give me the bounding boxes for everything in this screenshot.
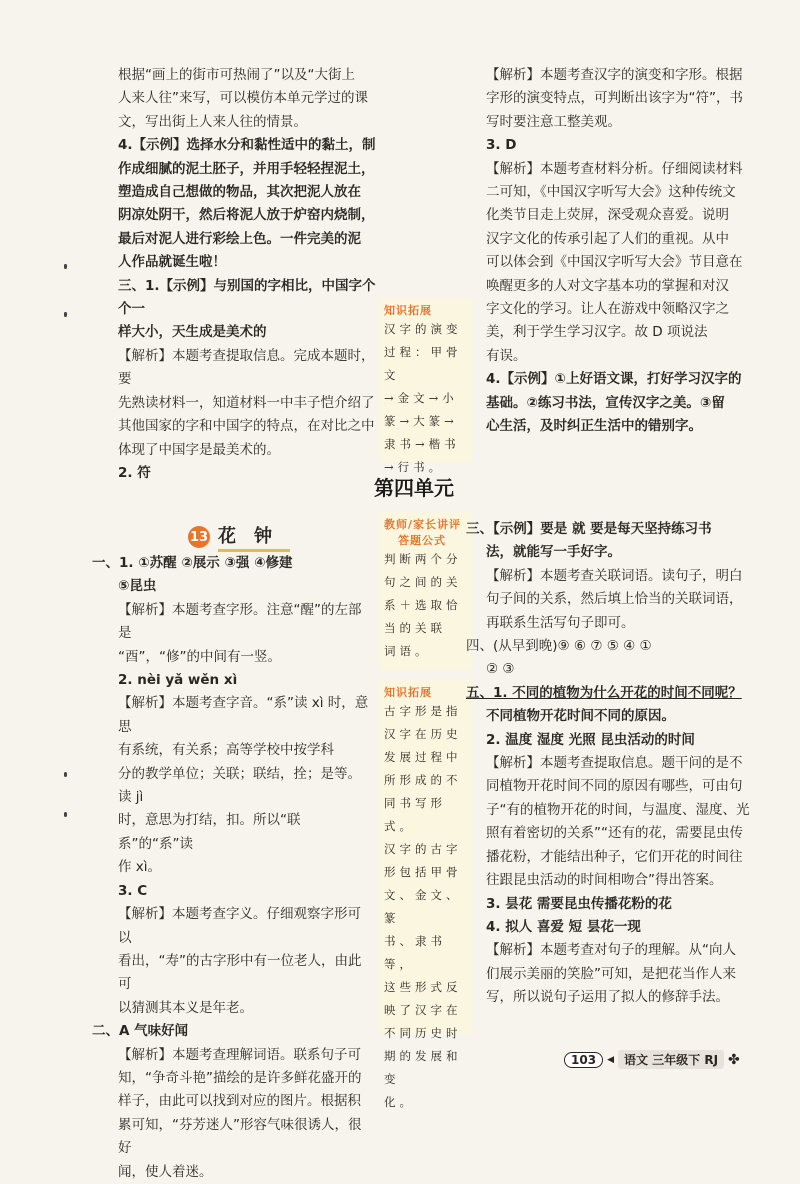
text-line: 字文化的学习。让人在游戏中领略汉字之 xyxy=(486,301,729,318)
left-upper-column xyxy=(118,64,376,485)
answer-line: 3. D xyxy=(486,137,517,154)
text-line: 阴凉处阴干，然后将泥人放于炉窑内烧制， xyxy=(118,207,375,224)
text-line: 人来人往”来写，可以模仿本单元学过的课 xyxy=(118,90,368,107)
lesson-heading xyxy=(188,522,290,552)
sidebar-line: 汉字的演变 xyxy=(384,322,462,336)
margin-mark xyxy=(64,264,67,269)
text-line: 样大小，天生成是美术的 xyxy=(118,324,267,341)
text-line: 【解析】本题考查字形。注意“醒”的左部是 xyxy=(118,601,362,642)
margin-mark xyxy=(64,772,67,777)
sidebar-line: 发展过程中 xyxy=(384,750,462,764)
page-number: 103 xyxy=(564,1052,603,1068)
page-footer xyxy=(564,1050,740,1069)
text-line: 2. 温度 湿度 光照 昆虫活动的时间 xyxy=(486,731,695,748)
text-line: 往跟昆虫活动的时间相吻合”得出答案。 xyxy=(486,872,723,889)
text-line: 看出，“寿”的古字形中有一位老人，由此可 xyxy=(118,952,362,993)
text-line: 【解析】本题考查理解词语。联系句子可 xyxy=(118,1046,361,1063)
text-line: 作 xì。 xyxy=(118,859,162,876)
sidebar-text xyxy=(384,700,466,1114)
text-line: 一、1. ①苏醒 ②展示 ③强 ④修建 xyxy=(92,555,293,571)
text-line: 作成细腻的泥土胚子，并用手轻轻捏泥土， xyxy=(118,160,375,177)
sidebar-line: 句之间的关 xyxy=(384,575,462,589)
sidebar-line: 隶书→楷书 xyxy=(384,437,460,451)
sidebar-line: 过程：甲骨文 xyxy=(384,345,462,382)
text-line: 以猜测其本义是年老。 xyxy=(118,999,253,1016)
text-line: 其他国家的字和中国字的特点，在对比之中 xyxy=(118,418,375,435)
sidebar-line: 同书写形式。 xyxy=(384,796,446,833)
text-line: 【解析】本题考查提取信息。题干问的是不 xyxy=(486,755,743,772)
sidebar-line: 汉字在历史 xyxy=(384,727,462,741)
text-line: 3. C xyxy=(118,882,148,899)
text-line: 闻，使人着迷。 xyxy=(118,1163,213,1180)
text-line: 分的教学单位；关联；联结，拴；是等。读 jì xyxy=(118,765,361,806)
text-line: 样子，由此可以找到对应的图片。根据积 xyxy=(118,1093,361,1110)
text-line: 4.【示例】①上好语文课，打好学习汉字的 xyxy=(486,371,742,388)
text-line: 再联系生活写句子即可。 xyxy=(486,614,635,631)
sidebar-line: 书、隶书等， xyxy=(384,934,446,971)
text-line: ⑤昆虫 xyxy=(118,578,157,595)
lesson-name: 花钟 xyxy=(218,522,290,552)
text-line: 二可知，《中国汉字听写大会》这种传统文 xyxy=(486,184,736,201)
sidebar-line: 化。 xyxy=(384,1095,415,1109)
sidebar-line: 形包括甲骨 xyxy=(384,865,462,879)
text-line: 4. 拟人 喜爱 短 昙花一现 xyxy=(486,918,641,935)
sidebar-line: 判断两个分 xyxy=(384,552,462,566)
arrow-icon: ◀ xyxy=(607,1054,614,1065)
text-line: 3. 昙花 需要昆虫传播花粉的花 xyxy=(486,895,672,912)
knowledge-sidebar-1 xyxy=(378,298,472,474)
text-line: 化类节目走上荧屏，深受观众喜爱。说明 xyxy=(486,207,729,224)
text-line: 先熟读材料一，知道材料一中丰子恺介绍了 xyxy=(118,394,375,411)
text-line: 塑造成自己想做的物品，其次把泥人放在 xyxy=(118,184,361,201)
text-line: 【解析】本题考查材料分析。仔细阅读材料 xyxy=(486,160,743,177)
text-line: 三、【示例】要是 就 要是每天坚持练习书 xyxy=(466,521,712,537)
text-line: 播花粉，才能结出种子，它们开花的时间往 xyxy=(486,848,743,865)
text-line: 知，“争奇斗艳”描绘的是许多鲜花盛开的 xyxy=(118,1069,362,1086)
sidebar-line: 映了汉字在 xyxy=(384,1003,462,1017)
margin-mark xyxy=(64,812,67,817)
footer-subject: 语文 三年级下 RJ xyxy=(618,1050,724,1069)
lesson-number-badge: 13 xyxy=(188,526,210,548)
text-line: 【解析】本题考查关联词语。读句子，明白 xyxy=(486,567,743,584)
knowledge-sidebar-2 xyxy=(378,680,472,1109)
sidebar-line: 这些形式反 xyxy=(384,980,462,994)
text-line: 最后对泥人进行彩绘上色。一件完美的泥 xyxy=(118,230,361,247)
sidebar-line: 汉字的古字 xyxy=(384,842,462,856)
sidebar-title: 知识拓展 xyxy=(384,686,432,699)
sidebar-line: 文、金文、篆 xyxy=(384,888,462,925)
text-line: 根据“画上的街市可热闹了”以及“大街上 xyxy=(118,67,355,83)
text-line: 汉字文化的传承引起了人们的重视。从中 xyxy=(486,230,729,247)
sidebar-title: 教师/家长讲评 xyxy=(384,518,462,531)
lower-left-column xyxy=(92,552,374,1184)
sidebar-text xyxy=(384,318,466,479)
text-line: 累可知，“芬芳迷人”形容气味很诱人，很好 xyxy=(118,1116,362,1157)
text-line: 可以体会到《中国汉字听写大会》节目意在 xyxy=(486,254,743,271)
text-line: 2. nèi yǎ wěn xì xyxy=(118,672,238,689)
text-line: 们展示美丽的笑脸”可知，是把花当作人来 xyxy=(486,965,736,982)
sidebar-line: 期的发展和变 xyxy=(384,1049,462,1086)
sidebar-line: 系＋选取恰 xyxy=(384,598,462,612)
unit-title: 第四单元 xyxy=(374,476,454,500)
text-line: 法，就能写一手好字。 xyxy=(486,544,621,561)
text-line: 照有着密切的关系”“还有的花，需要昆虫传 xyxy=(486,825,743,842)
text-line: 心生活，及时纠正生活中的错别字。 xyxy=(486,418,702,435)
text-line: 有误。 xyxy=(486,347,527,364)
text-line: 【解析】本题考查字音。“系”读 xì 时，意思 xyxy=(118,695,369,735)
text-line: 基础。②练习书法，宣传汉字之美。③留 xyxy=(486,394,725,411)
text-line: “酉”，“修”的中间有一竖。 xyxy=(118,648,281,665)
text-line: 【解析】本题考查汉字的演变和字形。根据 xyxy=(486,67,743,83)
sidebar-line: 当的关联 xyxy=(384,621,446,635)
sidebar-line: →行书。 xyxy=(384,460,445,474)
text-line: 时，意思为打结，扣。所以“联系”的“系”读 xyxy=(118,812,301,852)
sidebar-line: 篆→大篆→ xyxy=(384,414,458,428)
text-line: 写，所以说句子运用了拟人的修辞手法。 xyxy=(486,989,729,1006)
answer-line: 2. 符 xyxy=(118,464,151,481)
text-line: 人作品就诞生啦！ xyxy=(118,254,226,271)
text-line: 【解析】本题考查对句子的理解。从“向人 xyxy=(486,942,736,959)
text-line: 文，写出街上人来人往的情景。 xyxy=(118,113,307,130)
text-line: 4.【示例】选择水分和黏性适中的黏土，制 xyxy=(118,137,376,154)
text-line: 二、A 气味好闻 xyxy=(92,1023,189,1040)
maple-leaf-icon: ✤ xyxy=(728,1051,740,1068)
right-upper-column xyxy=(486,64,754,439)
sidebar-line: 所形成的不 xyxy=(384,773,462,787)
text-line: 五、1. 不同的植物为什么开花的时间不同呢？ xyxy=(466,684,742,701)
teacher-comment-sidebar xyxy=(378,512,472,670)
lower-right-column xyxy=(466,518,756,1010)
text-line: 美，利于学生学习汉字。故 D 项说法 xyxy=(486,324,708,341)
text-line: 【解析】本题考查字义。仔细观察字形可以 xyxy=(118,906,361,946)
text-line: 有系统，有关系；高等学校中按学科 xyxy=(118,742,334,759)
text-line: 三、1.【示例】与别国的字相比，中国字个个一 xyxy=(118,277,376,318)
text-line: ② ③ xyxy=(486,661,515,678)
sidebar-text xyxy=(384,548,466,663)
sidebar-title: 知识拓展 xyxy=(384,304,432,317)
text-line: 唤醒更多的人对文字基本功的掌握和对汉 xyxy=(486,277,729,294)
text-line: 同植物开花时间不同的原因有哪些，可由句 xyxy=(486,778,743,795)
sidebar-line: 不同历史时 xyxy=(384,1026,462,1040)
sidebar-line: 古字形是指 xyxy=(384,704,462,718)
sidebar-line: →金文→小 xyxy=(384,391,458,405)
margin-mark xyxy=(64,312,67,317)
text-line: 写时要注意工整美观。 xyxy=(486,113,621,130)
text-line: 四、(从早到晚)⑨ ⑥ ⑦ ⑤ ④ ① xyxy=(466,638,652,655)
sidebar-subtitle: 答题公式 xyxy=(398,534,446,547)
text-line: 句子间的关系，然后填上恰当的关联词语， xyxy=(486,591,743,608)
text-line: 体现了中国字是最美术的。 xyxy=(118,441,280,458)
text-line: 【解析】本题考查提取信息。完成本题时，要 xyxy=(118,347,375,388)
text-line: 子“有的植物开花的时间，与温度、湿度、光 xyxy=(486,801,750,818)
text-line: 字形的演变特点，可判断出该字为“符”，书 xyxy=(486,90,743,107)
text-line: 不同植物开花时间不同的原因。 xyxy=(486,708,675,725)
sidebar-line: 词语。 xyxy=(384,644,431,658)
